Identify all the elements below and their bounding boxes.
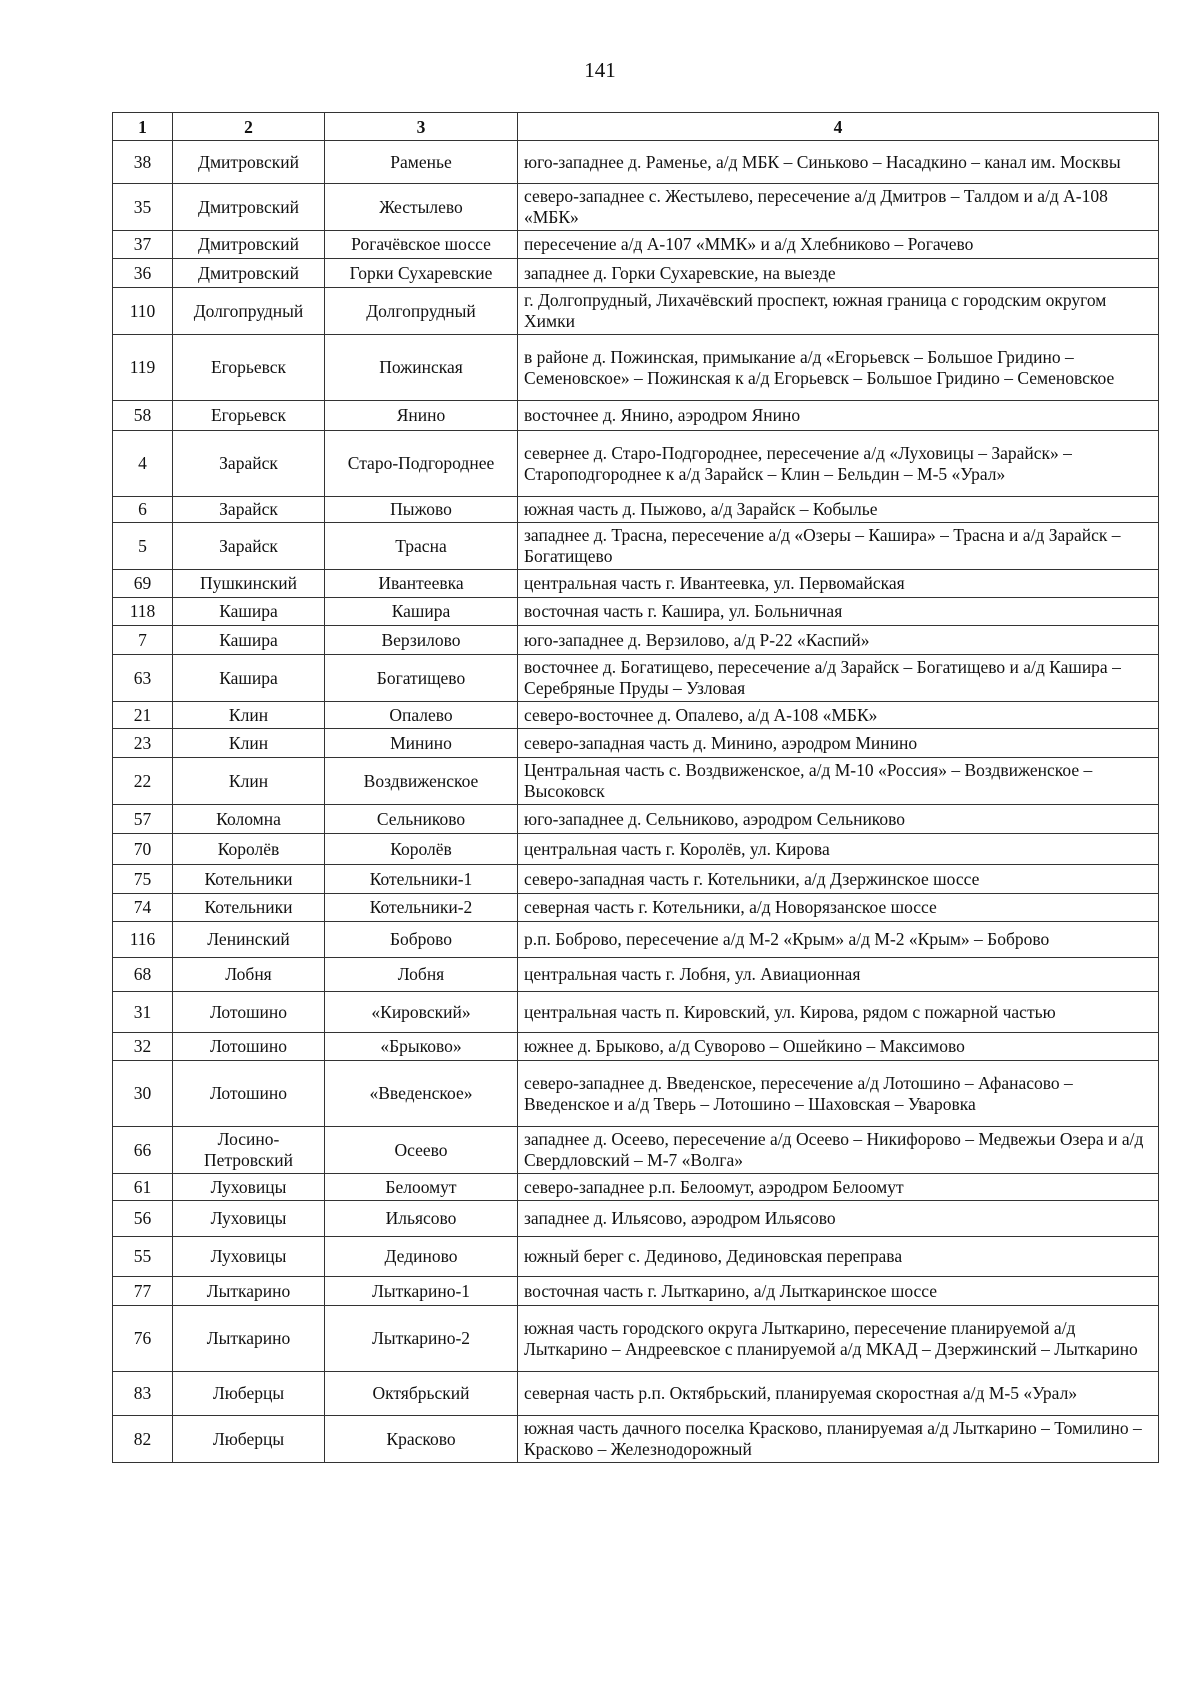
table-row	[113, 894, 1159, 922]
district-cell: Дмитровский	[173, 259, 325, 288]
table-row	[113, 1033, 1159, 1061]
place-cell: Октябрьский	[325, 1372, 518, 1416]
table-row	[113, 922, 1159, 958]
table-row	[113, 184, 1159, 231]
description-cell: северо-западная часть г. Котельники, а/д Дзержинское шоссе	[518, 865, 1159, 894]
description-cell: центральная часть г. Лобня, ул. Авиационная	[518, 958, 1159, 992]
table-row	[113, 570, 1159, 598]
description-cell: р.п. Боброво, пересечение а/д М-2 «Крым» а/д М-2 «Крым» – Боброво	[518, 922, 1159, 958]
description-cell: западнее д. Горки Сухаревские, на выезде	[518, 259, 1159, 288]
district-cell: Луховицы	[173, 1174, 325, 1201]
place-cell: Дединово	[325, 1237, 518, 1277]
district-cell: Луховицы	[173, 1201, 325, 1237]
table-row	[113, 626, 1159, 655]
row-number: 118	[113, 598, 173, 626]
district-cell: Лотошино	[173, 992, 325, 1033]
district-cell: Клин	[173, 702, 325, 729]
description-cell: северная часть г. Котельники, а/д Новорязанское шоссе	[518, 894, 1159, 922]
place-cell: Долгопрудный	[325, 288, 518, 335]
table-row	[113, 259, 1159, 288]
row-number: 57	[113, 805, 173, 834]
row-number: 37	[113, 231, 173, 259]
table-row	[113, 1416, 1159, 1463]
column-header: 2	[173, 113, 325, 141]
place-cell: Горки Сухаревские	[325, 259, 518, 288]
row-number: 38	[113, 141, 173, 184]
row-number: 61	[113, 1174, 173, 1201]
table-row	[113, 992, 1159, 1033]
place-cell: Королёв	[325, 834, 518, 865]
table-row	[113, 335, 1159, 401]
row-number: 31	[113, 992, 173, 1033]
place-cell: «Кировский»	[325, 992, 518, 1033]
table-row	[113, 729, 1159, 758]
description-cell: северо-восточнее д. Опалево, а/д А-108 «МБК»	[518, 702, 1159, 729]
district-cell: Кашира	[173, 598, 325, 626]
place-cell: Пыжово	[325, 497, 518, 523]
place-cell: Минино	[325, 729, 518, 758]
row-number: 76	[113, 1306, 173, 1372]
column-header: 4	[518, 113, 1159, 141]
description-cell: в районе д. Пожинская, примыкание а/д «Егорьевск – Большое Гридино – Семеновское» – Пожинская к а/д Егорьевск – Большое Гридино – Семеновское	[518, 335, 1159, 401]
table-row	[113, 231, 1159, 259]
district-cell: Дмитровский	[173, 184, 325, 231]
district-cell: Кашира	[173, 626, 325, 655]
place-cell: Янино	[325, 401, 518, 431]
table-row	[113, 1277, 1159, 1306]
table-row	[113, 834, 1159, 865]
column-header: 1	[113, 113, 173, 141]
district-cell: Дмитровский	[173, 231, 325, 259]
place-cell: Лыткарино-2	[325, 1306, 518, 1372]
row-number: 5	[113, 523, 173, 570]
district-cell: Лотошино	[173, 1033, 325, 1061]
table-row	[113, 805, 1159, 834]
district-cell: Лобня	[173, 958, 325, 992]
column-header: 3	[325, 113, 518, 141]
place-cell: Боброво	[325, 922, 518, 958]
description-cell: центральная часть г. Ивантеевка, ул. Первомайская	[518, 570, 1159, 598]
place-cell: Лобня	[325, 958, 518, 992]
description-cell: южная часть городского округа Лыткарино, пересечение планируемой а/д Лыткарино – Андреевское с планируемой а/д МКАД – Дзержинский – Лыткарино	[518, 1306, 1159, 1372]
district-cell: Долгопрудный	[173, 288, 325, 335]
table-row	[113, 523, 1159, 570]
description-cell: южная часть дачного поселка Красково, планируемая а/д Лыткарино – Томилино – Красково – Железнодорожный	[518, 1416, 1159, 1463]
description-cell: западнее д. Осеево, пересечение а/д Осеево – Никифорово – Медвежьи Озера и а/д Свердловский – М-7 «Волга»	[518, 1127, 1159, 1174]
row-number: 116	[113, 922, 173, 958]
district-cell: Клин	[173, 729, 325, 758]
table-row	[113, 702, 1159, 729]
district-cell: Люберцы	[173, 1372, 325, 1416]
district-cell: Коломна	[173, 805, 325, 834]
row-number: 35	[113, 184, 173, 231]
place-cell: Белоомут	[325, 1174, 518, 1201]
place-cell: Воздвиженское	[325, 758, 518, 805]
row-number: 74	[113, 894, 173, 922]
place-cell: Рогачёвское шоссе	[325, 231, 518, 259]
description-cell: центральная часть г. Королёв, ул. Кирова	[518, 834, 1159, 865]
description-cell: северо-западнее р.п. Белоомут, аэродром Белоомут	[518, 1174, 1159, 1201]
row-number: 70	[113, 834, 173, 865]
district-cell: Зарайск	[173, 431, 325, 497]
place-cell: Жестылево	[325, 184, 518, 231]
district-cell: Лотошино	[173, 1061, 325, 1127]
row-number: 7	[113, 626, 173, 655]
district-cell: Кашира	[173, 655, 325, 702]
table-row	[113, 1127, 1159, 1174]
district-cell: Королёв	[173, 834, 325, 865]
table-row	[113, 141, 1159, 184]
description-cell: северо-западнее с. Жестылево, пересечение а/д Дмитров – Талдом и а/д А-108 «МБК»	[518, 184, 1159, 231]
description-cell: западнее д. Ильясово, аэродром Ильясово	[518, 1201, 1159, 1237]
district-cell: Лыткарино	[173, 1306, 325, 1372]
table-row	[113, 401, 1159, 431]
description-cell: севернее д. Старо-Подгороднее, пересечение а/д «Луховицы – Зарайск» – Староподгороднее к а/д Зарайск – Клин – Бельдин – М-5 «Урал»	[518, 431, 1159, 497]
table-row	[113, 598, 1159, 626]
table-row	[113, 1237, 1159, 1277]
table-row	[113, 1201, 1159, 1237]
district-cell: Зарайск	[173, 523, 325, 570]
place-cell: Котельники-2	[325, 894, 518, 922]
district-cell: Клин	[173, 758, 325, 805]
description-cell: южная часть д. Пыжово, а/д Зарайск – Кобылье	[518, 497, 1159, 523]
description-cell: западнее д. Трасна, пересечение а/д «Озеры – Кашира» – Трасна и а/д Зарайск – Богатищево	[518, 523, 1159, 570]
description-cell: центральная часть п. Кировский, ул. Кирова, рядом с пожарной частью	[518, 992, 1159, 1033]
table-row	[113, 497, 1159, 523]
table-body	[113, 141, 1159, 1463]
description-cell: северо-западная часть д. Минино, аэродром Минино	[518, 729, 1159, 758]
row-number: 77	[113, 1277, 173, 1306]
row-number: 55	[113, 1237, 173, 1277]
row-number: 110	[113, 288, 173, 335]
place-cell: Красково	[325, 1416, 518, 1463]
description-cell: юго-западнее д. Раменье, а/д МБК – Синьково – Насадкино – канал им. Москвы	[518, 141, 1159, 184]
row-number: 6	[113, 497, 173, 523]
district-cell: Зарайск	[173, 497, 325, 523]
row-number: 119	[113, 335, 173, 401]
description-cell: северо-западнее д. Введенское, пересечение а/д Лотошино – Афанасово – Введенское и а/д Тверь – Лотошино – Шаховская – Уваровка	[518, 1061, 1159, 1127]
description-cell: Центральная часть с. Воздвиженское, а/д М-10 «Россия» – Воздвиженское – Высоковск	[518, 758, 1159, 805]
place-cell: Трасна	[325, 523, 518, 570]
row-number: 68	[113, 958, 173, 992]
place-cell: Ильясово	[325, 1201, 518, 1237]
district-cell: Луховицы	[173, 1237, 325, 1277]
description-cell: восточнее д. Богатищево, пересечение а/д Зарайск – Богатищево и а/д Кашира – Серебряные Пруды – Узловая	[518, 655, 1159, 702]
description-cell: северная часть р.п. Октябрьский, планируемая скоростная а/д М-5 «Урал»	[518, 1372, 1159, 1416]
place-cell: Богатищево	[325, 655, 518, 702]
table-row	[113, 431, 1159, 497]
description-cell: восточная часть г. Кашира, ул. Больничная	[518, 598, 1159, 626]
table-row	[113, 758, 1159, 805]
district-cell: Лосино-Петровский	[173, 1127, 325, 1174]
page-number: 141	[584, 58, 616, 82]
district-cell: Лыткарино	[173, 1277, 325, 1306]
description-cell: южнее д. Брыково, а/д Суворово – Ошейкино – Максимово	[518, 1033, 1159, 1061]
description-cell: юго-западнее д. Верзилово, а/д Р-22 «Каспий»	[518, 626, 1159, 655]
table-row	[113, 655, 1159, 702]
row-number: 66	[113, 1127, 173, 1174]
row-number: 63	[113, 655, 173, 702]
row-number: 4	[113, 431, 173, 497]
description-cell: пересечение а/д А-107 «ММК» и а/д Хлебниково – Рогачево	[518, 231, 1159, 259]
description-cell: восточная часть г. Лыткарино, а/д Лыткаринское шоссе	[518, 1277, 1159, 1306]
place-cell: Осеево	[325, 1127, 518, 1174]
row-number: 83	[113, 1372, 173, 1416]
description-cell: юго-западнее д. Сельниково, аэродром Сельниково	[518, 805, 1159, 834]
place-cell: Лыткарино-1	[325, 1277, 518, 1306]
table-row	[113, 865, 1159, 894]
description-cell: восточнее д. Янино, аэродром Янино	[518, 401, 1159, 431]
table-row	[113, 288, 1159, 335]
place-cell: Раменье	[325, 141, 518, 184]
place-cell: Верзилово	[325, 626, 518, 655]
table-row	[113, 1372, 1159, 1416]
district-cell: Люберцы	[173, 1416, 325, 1463]
district-cell: Егорьевск	[173, 335, 325, 401]
district-cell: Ленинский	[173, 922, 325, 958]
description-cell: южный берег с. Дединово, Дединовская переправа	[518, 1237, 1159, 1277]
table-row	[113, 958, 1159, 992]
place-cell: «Введенское»	[325, 1061, 518, 1127]
place-cell: Ивантеевка	[325, 570, 518, 598]
district-cell: Котельники	[173, 865, 325, 894]
row-number: 22	[113, 758, 173, 805]
row-number: 32	[113, 1033, 173, 1061]
place-cell: Котельники-1	[325, 865, 518, 894]
locations-table	[112, 112, 1159, 1463]
row-number: 21	[113, 702, 173, 729]
district-cell: Дмитровский	[173, 141, 325, 184]
row-number: 69	[113, 570, 173, 598]
row-number: 23	[113, 729, 173, 758]
row-number: 30	[113, 1061, 173, 1127]
district-cell: Егорьевск	[173, 401, 325, 431]
place-cell: Сельниково	[325, 805, 518, 834]
place-cell: Старо-Подгороднее	[325, 431, 518, 497]
district-cell: Пушкинский	[173, 570, 325, 598]
place-cell: «Брыково»	[325, 1033, 518, 1061]
table-row	[113, 1174, 1159, 1201]
description-cell: г. Долгопрудный, Лихачёвский проспект, южная граница с городским округом Химки	[518, 288, 1159, 335]
row-number: 75	[113, 865, 173, 894]
place-cell: Пожинская	[325, 335, 518, 401]
row-number: 82	[113, 1416, 173, 1463]
place-cell: Опалево	[325, 702, 518, 729]
table-header-row	[113, 113, 1159, 141]
place-cell: Кашира	[325, 598, 518, 626]
row-number: 58	[113, 401, 173, 431]
row-number: 56	[113, 1201, 173, 1237]
district-cell: Котельники	[173, 894, 325, 922]
table-row	[113, 1306, 1159, 1372]
row-number: 36	[113, 259, 173, 288]
table-row	[113, 1061, 1159, 1127]
